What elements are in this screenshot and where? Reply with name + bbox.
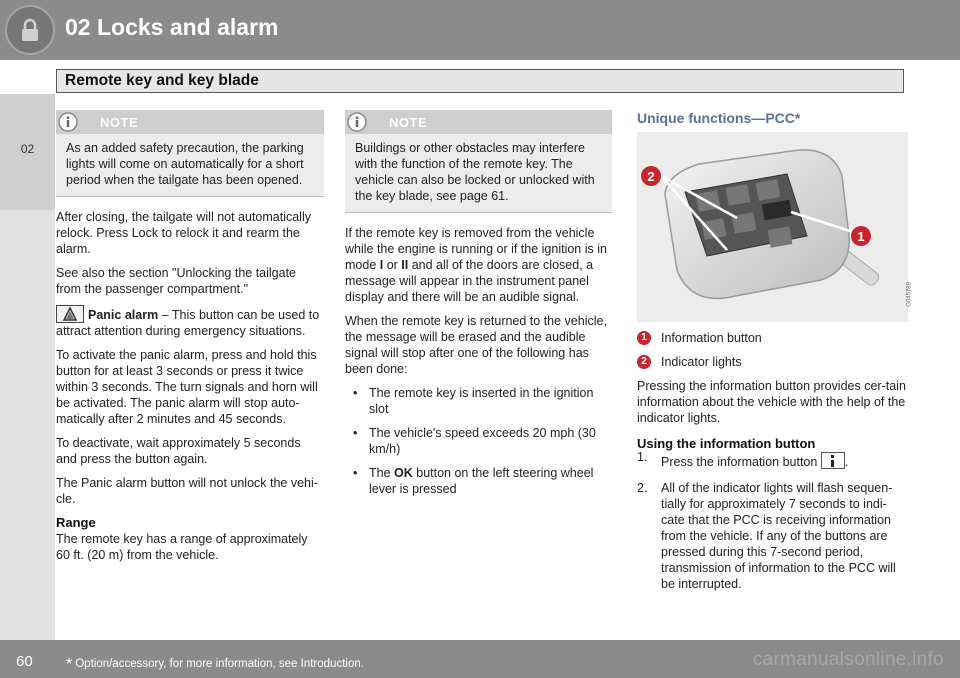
ok-label: OK — [394, 466, 413, 480]
page-number: 60 — [16, 653, 33, 670]
paragraph — [345, 225, 612, 305]
paragraph: To activate the panic alarm, press and hold this button for at least 3 seconds or press it twice within 3 seconds. The turn signals and horn will be activated. The panic alarm will stop auto-matically after 2 minutes and 45 seconds. — [56, 348, 318, 426]
footer-note-text: Option/accessory, for more information, see Introduction. — [75, 658, 364, 670]
list-item: • The remote key is inserted in the ignition slot — [345, 385, 612, 417]
callout-badge: 2 — [637, 355, 651, 369]
text-run: button on the left steering wheel lever is pressed — [369, 466, 594, 496]
pcc-key-figure — [637, 132, 913, 322]
callout-2: 2 — [647, 169, 655, 184]
paragraph: To deactivate, wait approximately 5 seconds and press the button again. — [56, 436, 301, 466]
paragraph: The Panic alarm button will not unlock the vehi-cle. — [56, 476, 318, 506]
chapter-title: 02 Locks and alarm — [65, 14, 279, 40]
list-item: • The vehicle's speed exceeds 20 mph (30 km/h) — [345, 425, 612, 457]
paragraph: When the remote key is returned to the vehicle, the message will be erased and the audible signal will stop after one of the following has been done: — [345, 314, 607, 376]
footer-note — [66, 654, 364, 672]
note-text: As an added safety precaution, the parking lights will come on automatically for a short period when the tailgate has been opened. — [66, 141, 304, 187]
note-text: Buildings or other obstacles may interfere with the function of the remote key. The vehicle can also be locked or unlocked with the key blade, see page 61. — [355, 141, 595, 203]
mode-label: II — [401, 258, 409, 272]
panic-alarm-label: Panic alarm — [88, 308, 159, 322]
column-3 — [637, 110, 913, 598]
note-box — [56, 110, 324, 197]
column-2 — [345, 110, 612, 505]
step-text: Press the information button — [661, 455, 818, 469]
lock-icon — [5, 5, 55, 55]
paragraph: After closing, the tailgate will not automatically relock. Press Lock to relock it and rearm the alarm. — [56, 210, 311, 256]
figure-code: G045789 — [907, 282, 913, 307]
footer-star: * — [66, 656, 73, 673]
legend-item — [637, 354, 908, 370]
step-item — [637, 452, 908, 470]
panic-alarm-paragraph — [56, 305, 324, 339]
legend-label: Indicator lights — [661, 355, 742, 369]
section-bar — [56, 69, 904, 93]
legend-label: Information button — [661, 331, 762, 345]
callout-badge: 1 — [637, 331, 651, 345]
note-header — [345, 110, 612, 134]
header-bar — [0, 0, 960, 60]
list-item — [345, 465, 612, 497]
text-run: and all of the doors are closed, a message will appear in the instrument panel display and there will be an audible signal. — [345, 258, 594, 304]
legend-item — [637, 330, 908, 346]
info-button-icon — [821, 452, 845, 469]
text-run: or — [383, 258, 402, 272]
callout-1: 1 — [857, 229, 865, 244]
range-heading: Range — [56, 515, 96, 530]
pcc-remote-key-illustration — [637, 132, 908, 322]
pcc-title: Unique functions—PCC* — [637, 110, 801, 126]
note-header — [56, 110, 324, 134]
bullet-list — [345, 385, 612, 497]
paragraph: See also the section "Unlocking the tailgate from the passenger compartment." — [56, 266, 297, 296]
info-heading: Using the information button — [637, 436, 816, 451]
section-title: Remote key and key blade — [65, 72, 259, 89]
info-circle-icon — [58, 112, 78, 132]
note-box — [345, 110, 612, 213]
paragraph: Pressing the information button provides cer-tain information about the vehicle with the help of the indicator lights. — [637, 379, 906, 425]
side-tab-label: 02 — [20, 142, 35, 156]
warning-triangle-icon — [56, 305, 84, 323]
info-circle-icon — [347, 112, 367, 132]
step-text: All of the indicator lights will flash sequen-tially for approximately 7 seconds to indi-cate that the PCC is receiving information from the vehicle. If any of the buttons are pressed during this 7-second period, transmission of information to the PCC will be interrupted. — [661, 481, 896, 591]
text-run: The — [369, 466, 395, 480]
column-1 — [56, 110, 324, 571]
mode-label: I — [379, 258, 384, 272]
text-run: If the remote key is removed from the vehicle while the engine is running or if the ignition is in mode — [345, 226, 607, 272]
watermark: carmanualsonline.info — [752, 649, 944, 670]
panic-alarm-text: – This button can be used to attract attention during emergency situations. — [56, 308, 320, 338]
step-item — [637, 480, 908, 592]
step-number: 2. — [637, 481, 648, 495]
range-text: The remote key has a range of approximately 60 ft. (20 m) from the vehicle. — [56, 532, 308, 562]
note-title: NOTE — [389, 115, 428, 130]
side-margin — [0, 210, 55, 640]
note-title: NOTE — [100, 115, 139, 130]
step-number: 1. — [637, 450, 648, 464]
chapter-side-tab — [0, 94, 55, 210]
footer-bar — [0, 640, 960, 678]
text-run: . — [844, 455, 849, 469]
